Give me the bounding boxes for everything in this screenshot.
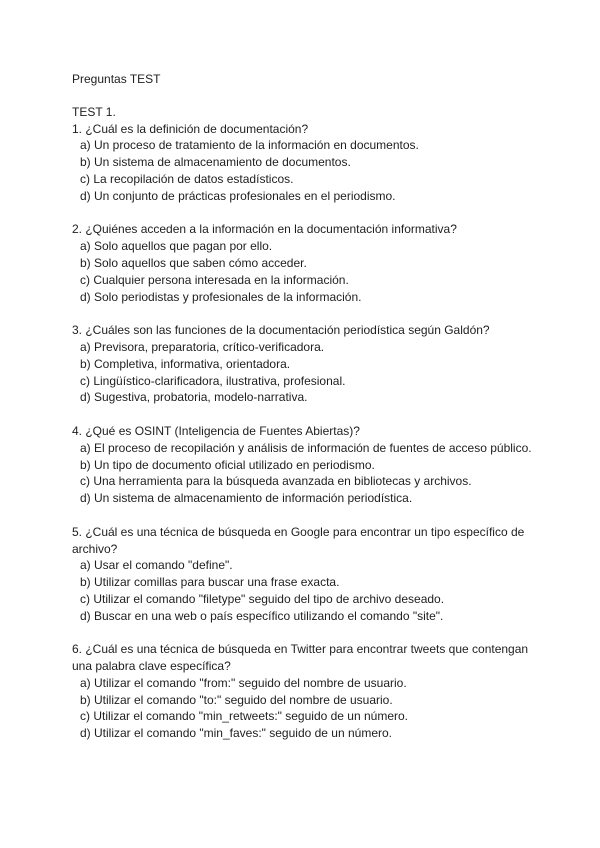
- option-c: c) Utilizar el comando "min_retweets:" seguido de un número.: [80, 709, 409, 724]
- option-d: d) Utilizar el comando "min_faves:" seguido de un número.: [80, 726, 393, 741]
- option-c: c) Cualquier persona interesada en la información.: [80, 272, 349, 287]
- question-text: 6. ¿Cuál es una técnica de búsqueda en Twitter para encontrar tweets que contengan una palabra clave específica?: [72, 642, 529, 674]
- option-a: a) Usar el comando "define".: [80, 558, 233, 573]
- option-b: b) Utilizar el comando "to:" seguido del nombre de usuario.: [80, 692, 393, 707]
- option-a: a) Utilizar el comando "from:" seguido del nombre de usuario.: [80, 675, 407, 690]
- option-d: d) Buscar en una web o país específico utilizando el comando "site".: [80, 608, 444, 623]
- option-d: d) Un conjunto de prácticas profesionales en el periodismo.: [80, 188, 396, 203]
- question-text: 2. ¿Quiénes acceden a la información en la documentación informativa?: [72, 222, 457, 237]
- question-6: [72, 641, 542, 742]
- option-b: b) Completiva, informativa, orientadora.: [80, 356, 291, 371]
- question-text: 3. ¿Cuáles son las funciones de la documentación periodística según Galdón?: [72, 323, 490, 338]
- option-b: b) Un sistema de almacenamiento de documentos.: [80, 155, 351, 170]
- option-c: c) Lingüístico-clarificadora, ilustrativa, profesional.: [80, 373, 346, 388]
- option-d: d) Solo periodistas y profesionales de la información.: [80, 289, 362, 304]
- test-label: TEST 1.: [72, 104, 116, 119]
- option-b: b) Solo aquellos que saben cómo acceder.: [80, 255, 307, 270]
- question-4: [72, 423, 542, 507]
- question-text: 5. ¿Cuál es una técnica de búsqueda en Google para encontrar un tipo específico de archivo?: [72, 524, 525, 556]
- option-d: d) Sugestiva, probatoria, modelo-narrativa.: [80, 390, 308, 405]
- option-b: b) Un tipo de documento oficial utilizado en periodismo.: [80, 457, 375, 472]
- option-a: a) El proceso de recopilación y análisis de información de fuentes de acceso público.: [80, 440, 532, 455]
- option-a: a) Previsora, preparatoria, crítico-verificadora.: [80, 339, 325, 354]
- question-text: 4. ¿Qué es OSINT (Inteligencia de Fuentes Abiertas)?: [72, 423, 360, 438]
- question-3: [72, 322, 542, 406]
- option-c: c) La recopilación de datos estadísticos.: [80, 171, 294, 186]
- document-page: [72, 71, 542, 759]
- option-c: c) Una herramienta para la búsqueda avanzada en bibliotecas y archivos.: [80, 474, 472, 489]
- option-a: a) Un proceso de tratamiento de la información en documentos.: [80, 138, 419, 153]
- question-2: [72, 221, 542, 305]
- question-text: 1. ¿Cuál es la definición de documentación?: [72, 121, 309, 136]
- option-b: b) Utilizar comillas para buscar una frase exacta.: [80, 575, 340, 590]
- option-a: a) Solo aquellos que pagan por ello.: [80, 239, 273, 254]
- option-c: c) Utilizar el comando "filetype" seguido del tipo de archivo deseado.: [80, 591, 445, 606]
- option-d: d) Un sistema de almacenamiento de información periodística.: [80, 491, 413, 506]
- question-5: [72, 524, 542, 625]
- question-1: [72, 121, 542, 205]
- document-title: Preguntas TEST: [72, 72, 161, 86]
